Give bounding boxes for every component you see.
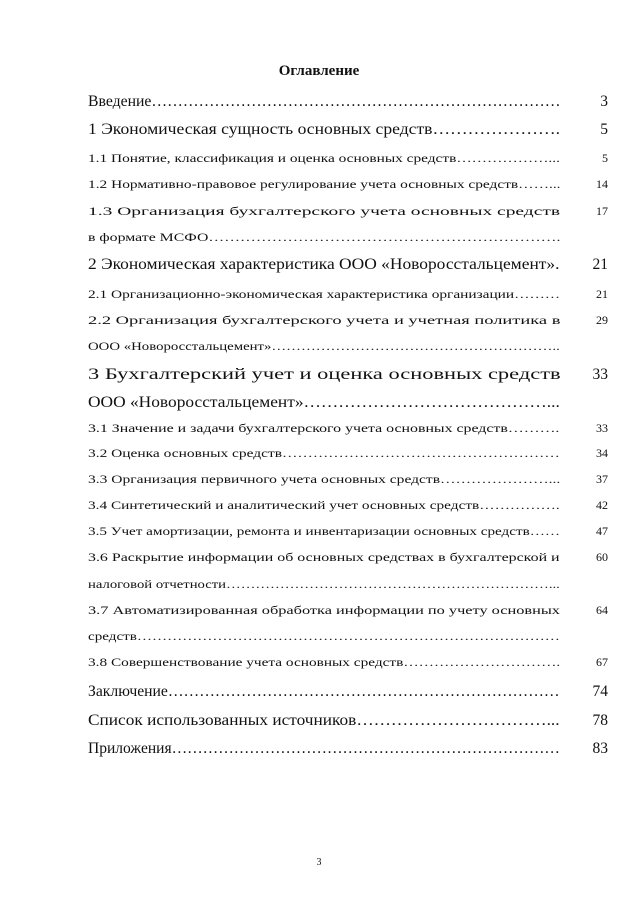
toc-entry-page: 60 <box>596 550 608 564</box>
toc-entry-page: 14 <box>596 177 608 191</box>
toc-entry-text: Введение…………………………………………………………………… <box>88 93 561 110</box>
toc-entry-page: 64 <box>596 603 608 617</box>
toc-entry-page: 29 <box>596 313 608 327</box>
toc-entry-text: 1.3 Организация бухгалтерского учета основных средств <box>88 204 561 218</box>
toc-entry-page: 42 <box>596 498 608 512</box>
toc-entry-text: 3.2 Оценка основных средств……………………………………………… <box>88 446 560 460</box>
toc-entry-text: 1 Экономическая сущность основных средств…………………. <box>88 121 560 138</box>
toc-entry-text: 3.7 Автоматизированная обработка информации по учету основных <box>88 603 560 617</box>
toc-entry-text: 2 Экономическая характеристика ООО «Новоросстальцемент». <box>88 256 560 273</box>
toc-entry-text: средств………………………………………………………………………… <box>88 629 560 643</box>
toc-entry-page: 47 <box>596 524 608 538</box>
toc-entry-page: 17 <box>596 204 608 218</box>
toc-entry-text: 2.2 Организация бухгалтерского учета и учетная политика в <box>88 313 561 327</box>
toc-entry-text: 3 Бухгалтерский учет и оценка основных средств <box>88 366 561 383</box>
toc-entry-page: 5 <box>602 151 608 165</box>
toc-entry-text: Приложения………………………………………………………………… <box>88 740 560 757</box>
toc-entry-text: 1.1 Понятие, классификация и оценка основных средств………………... <box>88 151 560 165</box>
toc-entry-page: 21 <box>596 287 608 301</box>
toc-entry-text: 3.6 Раскрытие информации об основных средствах в бухгалтерской и <box>88 550 560 564</box>
toc-entry-page: 33 <box>596 421 608 435</box>
toc-entry-page: 34 <box>596 446 608 460</box>
toc-entry-text: ООО «Новоросстальцемент»………………………………………………….. <box>88 339 560 353</box>
toc-entry-page: 3 <box>600 93 608 110</box>
toc-entry-text: 3.5 Учет амортизации, ремонта и инвентаризации основных средств…… <box>88 524 561 538</box>
toc-entry-text: 2.1 Организационно-экономическая характеристика организации……… <box>88 287 561 301</box>
toc-entry-text: в формате МСФО…………………………………………………………. <box>88 230 561 244</box>
toc-entry-page: 37 <box>596 472 608 486</box>
toc-entry-text: 1.2 Нормативно-правовое регулирование учета основных средств……... <box>88 177 561 191</box>
toc-entry-page: 78 <box>592 712 608 729</box>
toc-entry-text: Список использованных источников……………………………... <box>88 712 560 729</box>
toc-entry-text: ООО «Новоросстальцемент»……………………………………... <box>88 394 560 411</box>
toc-entry-text: Заключение………………………………………………………………… <box>88 683 560 700</box>
toc-entry-text: 3.1 Значение и задачи бухгалтерского учета основных средств………. <box>88 421 560 435</box>
toc-entry-page: 5 <box>600 121 608 138</box>
page-title: Оглавление <box>278 63 360 79</box>
toc-entry-page: 21 <box>592 256 608 273</box>
toc-entry-page: 83 <box>592 740 608 757</box>
toc-entry-page: 67 <box>596 655 608 669</box>
page-number: 3 <box>316 857 322 868</box>
toc-entry-page: 33 <box>592 366 608 383</box>
toc-entry-text: 3.3 Организация первичного учета основных средств…………………... <box>88 472 561 486</box>
toc-entry-text: 3.8 Совершенствование учета основных средств…………………………. <box>88 655 561 669</box>
toc-entry-text: налоговой отчетности…………………………………………………………... <box>88 577 560 591</box>
toc-entry-page: 74 <box>592 683 608 700</box>
toc-entry-text: 3.4 Синтетический и аналитический учет основных средств……………. <box>88 498 560 512</box>
